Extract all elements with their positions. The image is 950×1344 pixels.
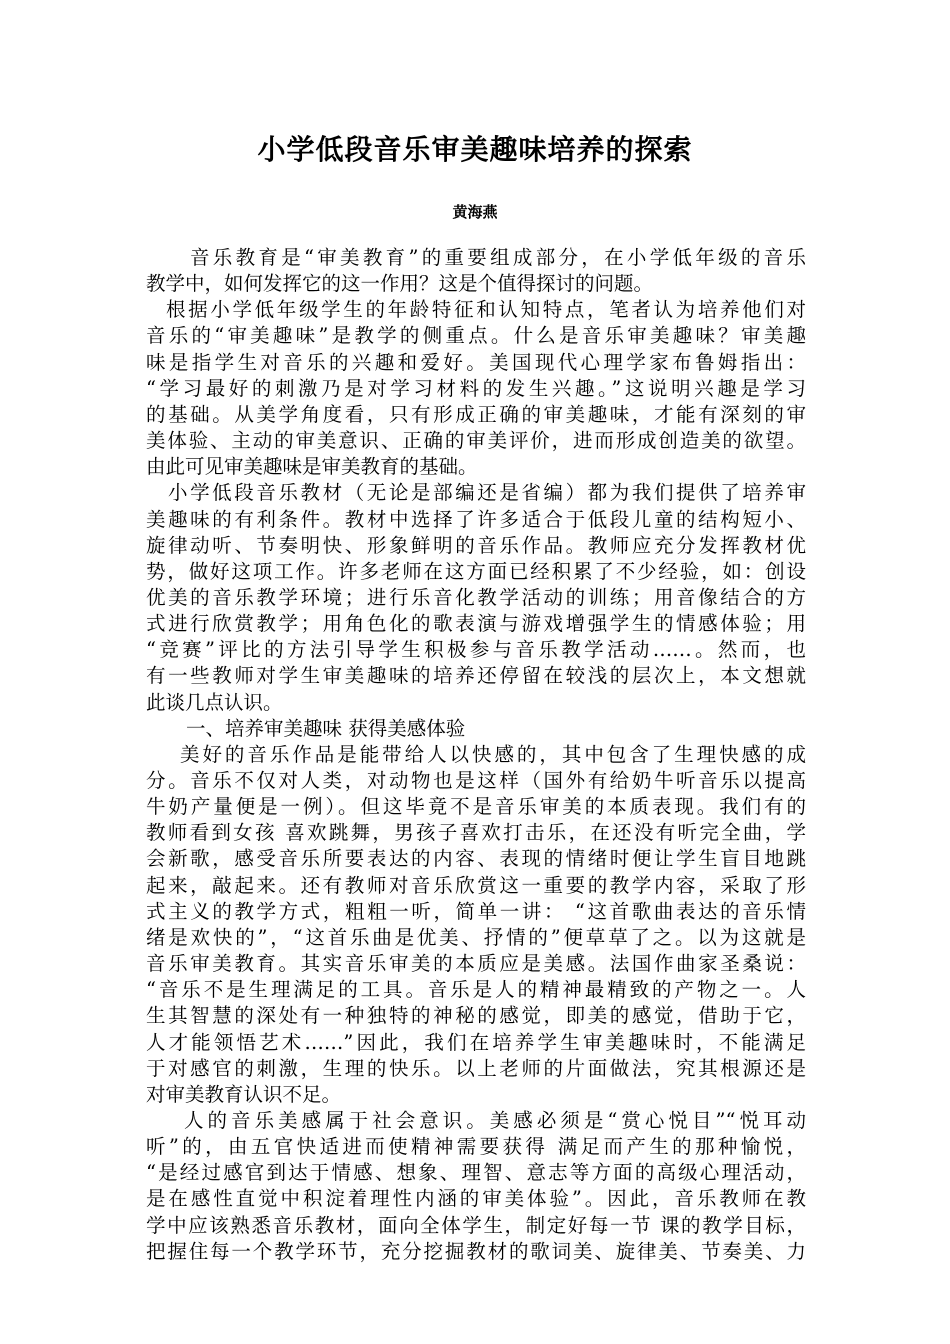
paragraph-line: 起来，敲起来。还有教师对音乐欣赏这一重要的教学内容，采取了形 — [146, 873, 806, 897]
paragraph-line: 一、培养审美趣味 获得美感体验 — [186, 716, 466, 740]
paragraph-line: 的基础。从美学角度看，只有形成正确的审美趣味，才能有深刻的审 — [146, 402, 806, 426]
paragraph-line: 此谈几点认识。 — [146, 690, 283, 714]
document-author: 黄海燕 — [452, 203, 498, 221]
paragraph-line: 分。音乐不仅对人类，对动物也是这样（国外有给奶牛听音乐以提高 — [146, 769, 806, 792]
paragraph-line: “音乐不是生理满足的工具。音乐是人的精神最精致的产物之一。人 — [146, 978, 806, 1002]
paragraph-line: 会新歌，感受音乐所要表达的内容、表现的情绪时便让学生盲目地跳 — [146, 847, 806, 871]
paragraph-line: 根据小学低年级学生的年龄特征和认知特点，笔者认为培养他们对 — [166, 298, 806, 322]
paragraph-line: 音乐审美教育。其实音乐审美的本质应是美感。法国作曲家圣桑说： — [146, 952, 806, 975]
paragraph-line: 牛奶产量便是一例）。但这毕竟不是音乐审美的本质表现。我们有的 — [146, 795, 806, 819]
paragraph-line: 美好的音乐作品是能带给人以快感的，其中包含了生理快感的成 — [180, 742, 806, 766]
paragraph-line: 是在感性直觉中积淀着理性内涵的审美体验”。因此，音乐教师在教 — [146, 1187, 806, 1211]
paragraph-line: 音乐的“审美趣味”是教学的侧重点。什么是音乐审美趣味？审美趣 — [146, 324, 806, 348]
document-title: 小学低段音乐审美趣味培养的探索 — [257, 133, 693, 166]
paragraph-line: 教师看到女孩 喜欢跳舞，男孩子喜欢打击乐，在还没有听完全曲，学 — [146, 821, 806, 845]
paragraph-line: 式进行欣赏教学；用角色化的歌表演与游戏增强学生的情感体验；用 — [146, 612, 806, 636]
paragraph-line: 美趣味的有利条件。教材中选择了许多适合于低段儿童的结构短小、 — [146, 507, 806, 531]
paragraph-line: 人的音乐美感属于社会意识。美感必须是“赏心悦目”“悦耳动 — [184, 1108, 806, 1132]
paragraph-line: 听”的，由五官快适进而使精神需要获得 满足而产生的那种愉悦， — [146, 1135, 806, 1159]
paragraph-line: “竞赛”评比的方法引导学生积极参与音乐教学活动……。然而，也 — [146, 638, 806, 662]
paragraph-line: 绪是欢快的”，“这首乐曲是优美、抒情的”便草草了之。以为这就是 — [146, 925, 806, 949]
paragraph-line: 式主义的教学方式，粗粗一听，简单一讲： “这首歌曲表达的音乐情 — [146, 899, 806, 923]
paragraph-line: “学习最好的刺激乃是对学习材料的发生兴趣。”这说明兴趣是学习 — [146, 376, 806, 400]
paragraph-line: 生其智慧的深处有一种独特的神秘的感觉，即美的感觉，借助于它， — [146, 1004, 806, 1028]
paragraph-line: “是经过感官到达于情感、想象、理智、意志等方面的高级心理活动， — [146, 1161, 806, 1185]
paragraph-line: 音乐教育是“审美教育”的重要组成部分，在小学低年级的音乐 — [190, 246, 806, 269]
paragraph-line: 美体验、主动的审美意识、正确的审美评价，进而形成创造美的欲望。 — [146, 429, 806, 452]
paragraph-line: 旋律动听、节奏明快、形象鲜明的音乐作品。教师应充分发挥教材优 — [146, 533, 806, 557]
paragraph-line: 由此可见审美趣味是审美教育的基础。 — [146, 455, 478, 479]
paragraph-line: 把握住每一个教学环节，充分挖掘教材的歌词美、旋律美、节奏美、力 — [146, 1239, 806, 1263]
paragraph-line: 有一些教师对学生审美趣味的培养还停留在较浅的层次上，本文想就 — [146, 664, 806, 688]
paragraph-line: 学中应该熟悉音乐教材，面向全体学生，制定好每一节 课的教学目标， — [146, 1213, 806, 1237]
paragraph-line: 势，做好这项工作。许多老师在这方面已经积累了不少经验，如：创设 — [146, 559, 806, 583]
paragraph-line: 对审美教育认识不足。 — [146, 1082, 342, 1106]
paragraph-line: 味是指学生对音乐的兴趣和爱好。美国现代心理学家布鲁姆指出： — [146, 350, 806, 374]
paragraph-line: 教学中，如何发挥它的这一作用？这是个值得探讨的问题。 — [146, 272, 654, 296]
paragraph-line: 小学低段音乐教材（无论是部编还是省编）都为我们提供了培养审 — [168, 481, 806, 505]
paragraph-line: 于对感官的刺激，生理的快乐。以上老师的片面做法，究其根源还是 — [146, 1056, 806, 1080]
paragraph-line: 人才能领悟艺术……”因此，我们在培养学生审美趣味时，不能满足 — [146, 1030, 806, 1054]
paragraph-line: 优美的音乐教学环境；进行乐音化教学活动的训练；用音像结合的方 — [146, 586, 806, 609]
